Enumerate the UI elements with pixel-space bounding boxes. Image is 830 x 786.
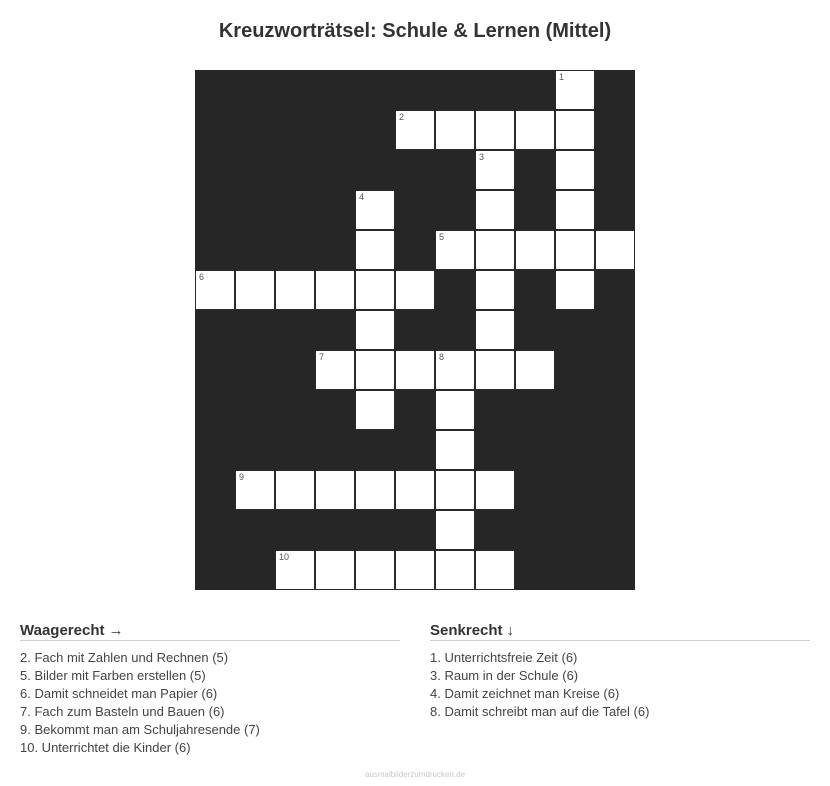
grid-cell[interactable] — [315, 350, 355, 390]
cell-number: 6 — [199, 272, 205, 282]
footer-credit: ausmalbilderzumdrucken.de — [364, 770, 466, 779]
cell-number: 10 — [279, 552, 290, 562]
grid-cell[interactable] — [315, 550, 355, 590]
clue-across: 6. Damit schneidet man Papier (6) — [20, 686, 218, 701]
grid-cell[interactable] — [595, 230, 635, 270]
grid-cell[interactable] — [435, 110, 475, 150]
cell-number: 3 — [479, 152, 485, 162]
grid-cell[interactable] — [435, 230, 475, 270]
cell-number: 1 — [559, 72, 565, 82]
grid-cell[interactable] — [475, 190, 515, 230]
cell-number: 7 — [319, 352, 325, 362]
clue-across: 10. Unterrichtet die Kinder (6) — [20, 740, 191, 755]
grid-cell[interactable] — [475, 550, 515, 590]
grid-cell[interactable] — [275, 270, 315, 310]
grid-cell[interactable] — [435, 430, 475, 470]
grid-cell[interactable] — [475, 350, 515, 390]
grid-cell[interactable] — [395, 350, 435, 390]
across-clues — [20, 622, 400, 757]
grid-cell[interactable] — [475, 470, 515, 510]
cell-number: 2 — [399, 112, 405, 122]
grid-cell[interactable] — [355, 190, 395, 230]
clue-down: 4. Damit zeichnet man Kreise (6) — [430, 686, 620, 701]
cell-number: 5 — [439, 232, 445, 242]
grid-cell[interactable] — [555, 70, 595, 110]
down-clues — [430, 622, 810, 721]
grid-cell[interactable] — [515, 350, 555, 390]
clue-across: 2. Fach mit Zahlen und Rechnen (5) — [20, 650, 229, 665]
down-heading-label: Senkrecht — [430, 622, 503, 639]
grid-cell[interactable] — [395, 270, 435, 310]
grid-cell[interactable] — [235, 270, 275, 310]
grid-cell[interactable] — [355, 350, 395, 390]
grid-cell[interactable] — [195, 270, 235, 310]
grid-cell[interactable] — [555, 230, 595, 270]
grid-cell[interactable] — [475, 270, 515, 310]
grid-cell[interactable] — [435, 510, 475, 550]
grid-cell[interactable] — [555, 110, 595, 150]
grid-cell[interactable] — [475, 310, 515, 350]
grid-cell[interactable] — [355, 230, 395, 270]
arrow-down-icon: ↓ — [506, 622, 515, 639]
grid-cell[interactable] — [515, 230, 555, 270]
grid-cell[interactable] — [435, 390, 475, 430]
clue-across: 7. Fach zum Basteln und Bauen (6) — [20, 704, 225, 719]
grid-cell[interactable] — [395, 110, 435, 150]
grid-cell[interactable] — [315, 470, 355, 510]
clue-across: 5. Bilder mit Farben erstellen (5) — [20, 668, 206, 683]
grid-cell[interactable] — [355, 310, 395, 350]
across-heading — [20, 622, 400, 641]
across-heading-label: Waagerecht — [20, 622, 105, 639]
down-heading — [430, 622, 810, 641]
grid-cell[interactable] — [395, 550, 435, 590]
grid-cell[interactable] — [235, 470, 275, 510]
grid-cell[interactable] — [475, 110, 515, 150]
cell-number: 8 — [439, 352, 445, 362]
grid-cell[interactable] — [355, 390, 395, 430]
grid-cell[interactable] — [355, 470, 395, 510]
grid-cell[interactable] — [435, 470, 475, 510]
clue-down: 1. Unterrichtsfreie Zeit (6) — [430, 650, 578, 665]
grid-cell[interactable] — [435, 350, 475, 390]
grid-cell[interactable] — [355, 270, 395, 310]
arrow-right-icon: → — [108, 622, 124, 639]
grid-cell[interactable] — [275, 550, 315, 590]
grid-cell[interactable] — [555, 190, 595, 230]
grid-cell[interactable] — [555, 270, 595, 310]
grid-cell[interactable] — [355, 550, 395, 590]
grid-cell[interactable] — [475, 150, 515, 190]
page-title: Kreuzworträtsel: Schule & Lernen (Mittel) — [218, 20, 612, 42]
cell-number: 9 — [239, 472, 245, 482]
grid-cell[interactable] — [315, 270, 355, 310]
grid-cell[interactable] — [475, 230, 515, 270]
grid-cell[interactable] — [435, 550, 475, 590]
clue-down: 3. Raum in der Schule (6) — [430, 668, 579, 683]
clue-across: 9. Bekommt man am Schuljahresende (7) — [20, 722, 260, 737]
grid-cell[interactable] — [395, 470, 435, 510]
grid-cell[interactable] — [515, 110, 555, 150]
clue-down: 8. Damit schreibt man auf die Tafel (6) — [430, 704, 650, 719]
crossword-grid — [195, 70, 635, 590]
grid-cell[interactable] — [555, 150, 595, 190]
grid-cell[interactable] — [275, 470, 315, 510]
cell-number: 4 — [359, 192, 365, 202]
